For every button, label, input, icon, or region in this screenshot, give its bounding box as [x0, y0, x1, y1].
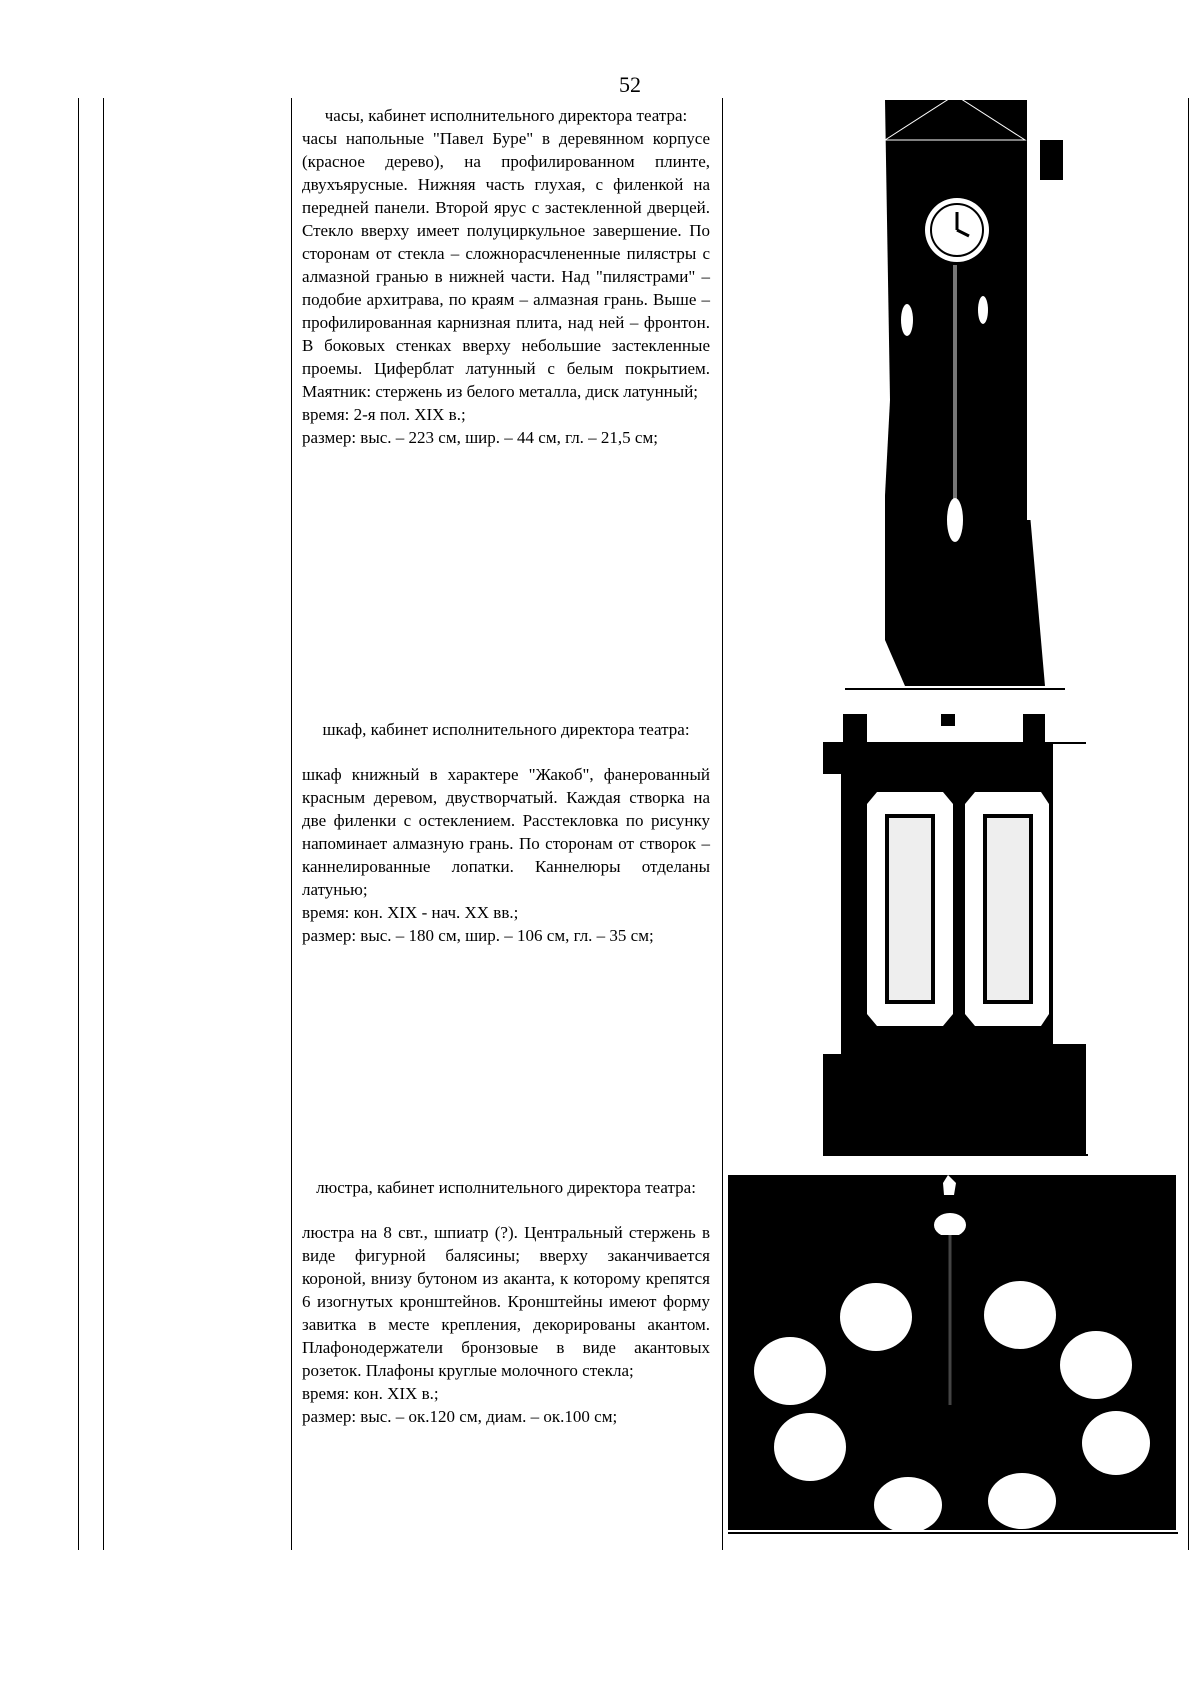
cabinet-photo [823, 714, 1086, 1154]
entry-time: время: 2-я пол. XIX в.; [302, 405, 466, 424]
entry-size: размер: выс. – 180 см, шир. – 106 см, гл. – 35 см; [302, 926, 654, 945]
entry-size: размер: выс. – 223 см, шир. – 44 см, гл. – 21,5 см; [302, 428, 658, 447]
page-number: 52 [619, 72, 641, 97]
catalog-entry-clock [302, 104, 710, 449]
entry-description: шкаф книжный в характере "Жакоб", фанерованный красным деревом, двустворчатый. Каждая створка на две филенки с остеклением. Расстекловка по рисунку напоминает алмазную грань. По сторонам от створок – каннелированные лопатки. Каннелюры отделаны латунью; [302, 765, 710, 899]
entry-heading: шкаф, кабинет исполнительного директора театра: [322, 720, 690, 739]
cabinet-photo-underline [823, 1154, 1088, 1156]
entry-description: люстра на 8 свт., шпиатр (?). Центральный стержень в виде фигурной балясины; вверху заканчивается короной, внизу бутоном из аканта, к которому крепятся 6 изогнутых кронштейнов. Кронштейны имеют форму завитка в месте крепления, декорированы акантом. Плафонодержатели бронзовые в виде акантовых розеток. Плафоны круглые молочного стекла; [302, 1223, 710, 1380]
entry-size: размер: выс. – ок.120 см, диам. – ок.100 см; [302, 1407, 618, 1426]
catalog-entry-cabinet [302, 718, 710, 947]
entry-time: время: кон. XIX - нач. XX вв.; [302, 903, 519, 922]
entry-time: время: кон. XIX в.; [302, 1384, 439, 1403]
entry-description: часы напольные "Павел Буре" в деревянном корпусе (красное дерево), на профилированном плинте, двухъярусные. Нижняя часть глухая, с филенкой на передней панели. Второй ярус с застекленной дверцей. Стекло вверху имеет полуциркульное завершение. По сторонам от стекла – сложнорасчлененные пилястры с алмазной гранью в нижней части. Над "пилястрами" – подобие архитрава, по краям – алмазная грань. Выше – профилированная карнизная плита, над ней – фронтон. В боковых стенках вверху небольшие застекленные проемы. Циферблат латунный с белым покрытием. Маятник: стержень из белого металла, диск латунный; [302, 129, 710, 401]
clock-photo [845, 100, 1063, 686]
entry-heading: часы, кабинет исполнительного директора театра: [324, 106, 688, 125]
table-border-left [78, 98, 79, 1550]
table-column-line-2 [291, 98, 292, 1550]
chandelier-photo-underline [728, 1532, 1178, 1534]
clock-photo-underline [845, 688, 1065, 690]
table-column-line-1 [103, 98, 104, 1550]
catalog-entry-chandelier [302, 1176, 710, 1428]
table-border-right [1188, 98, 1189, 1550]
entry-heading: люстра, кабинет исполнительного директора театра: [316, 1178, 696, 1197]
table-column-line-3 [722, 98, 723, 1550]
chandelier-photo [728, 1175, 1176, 1530]
